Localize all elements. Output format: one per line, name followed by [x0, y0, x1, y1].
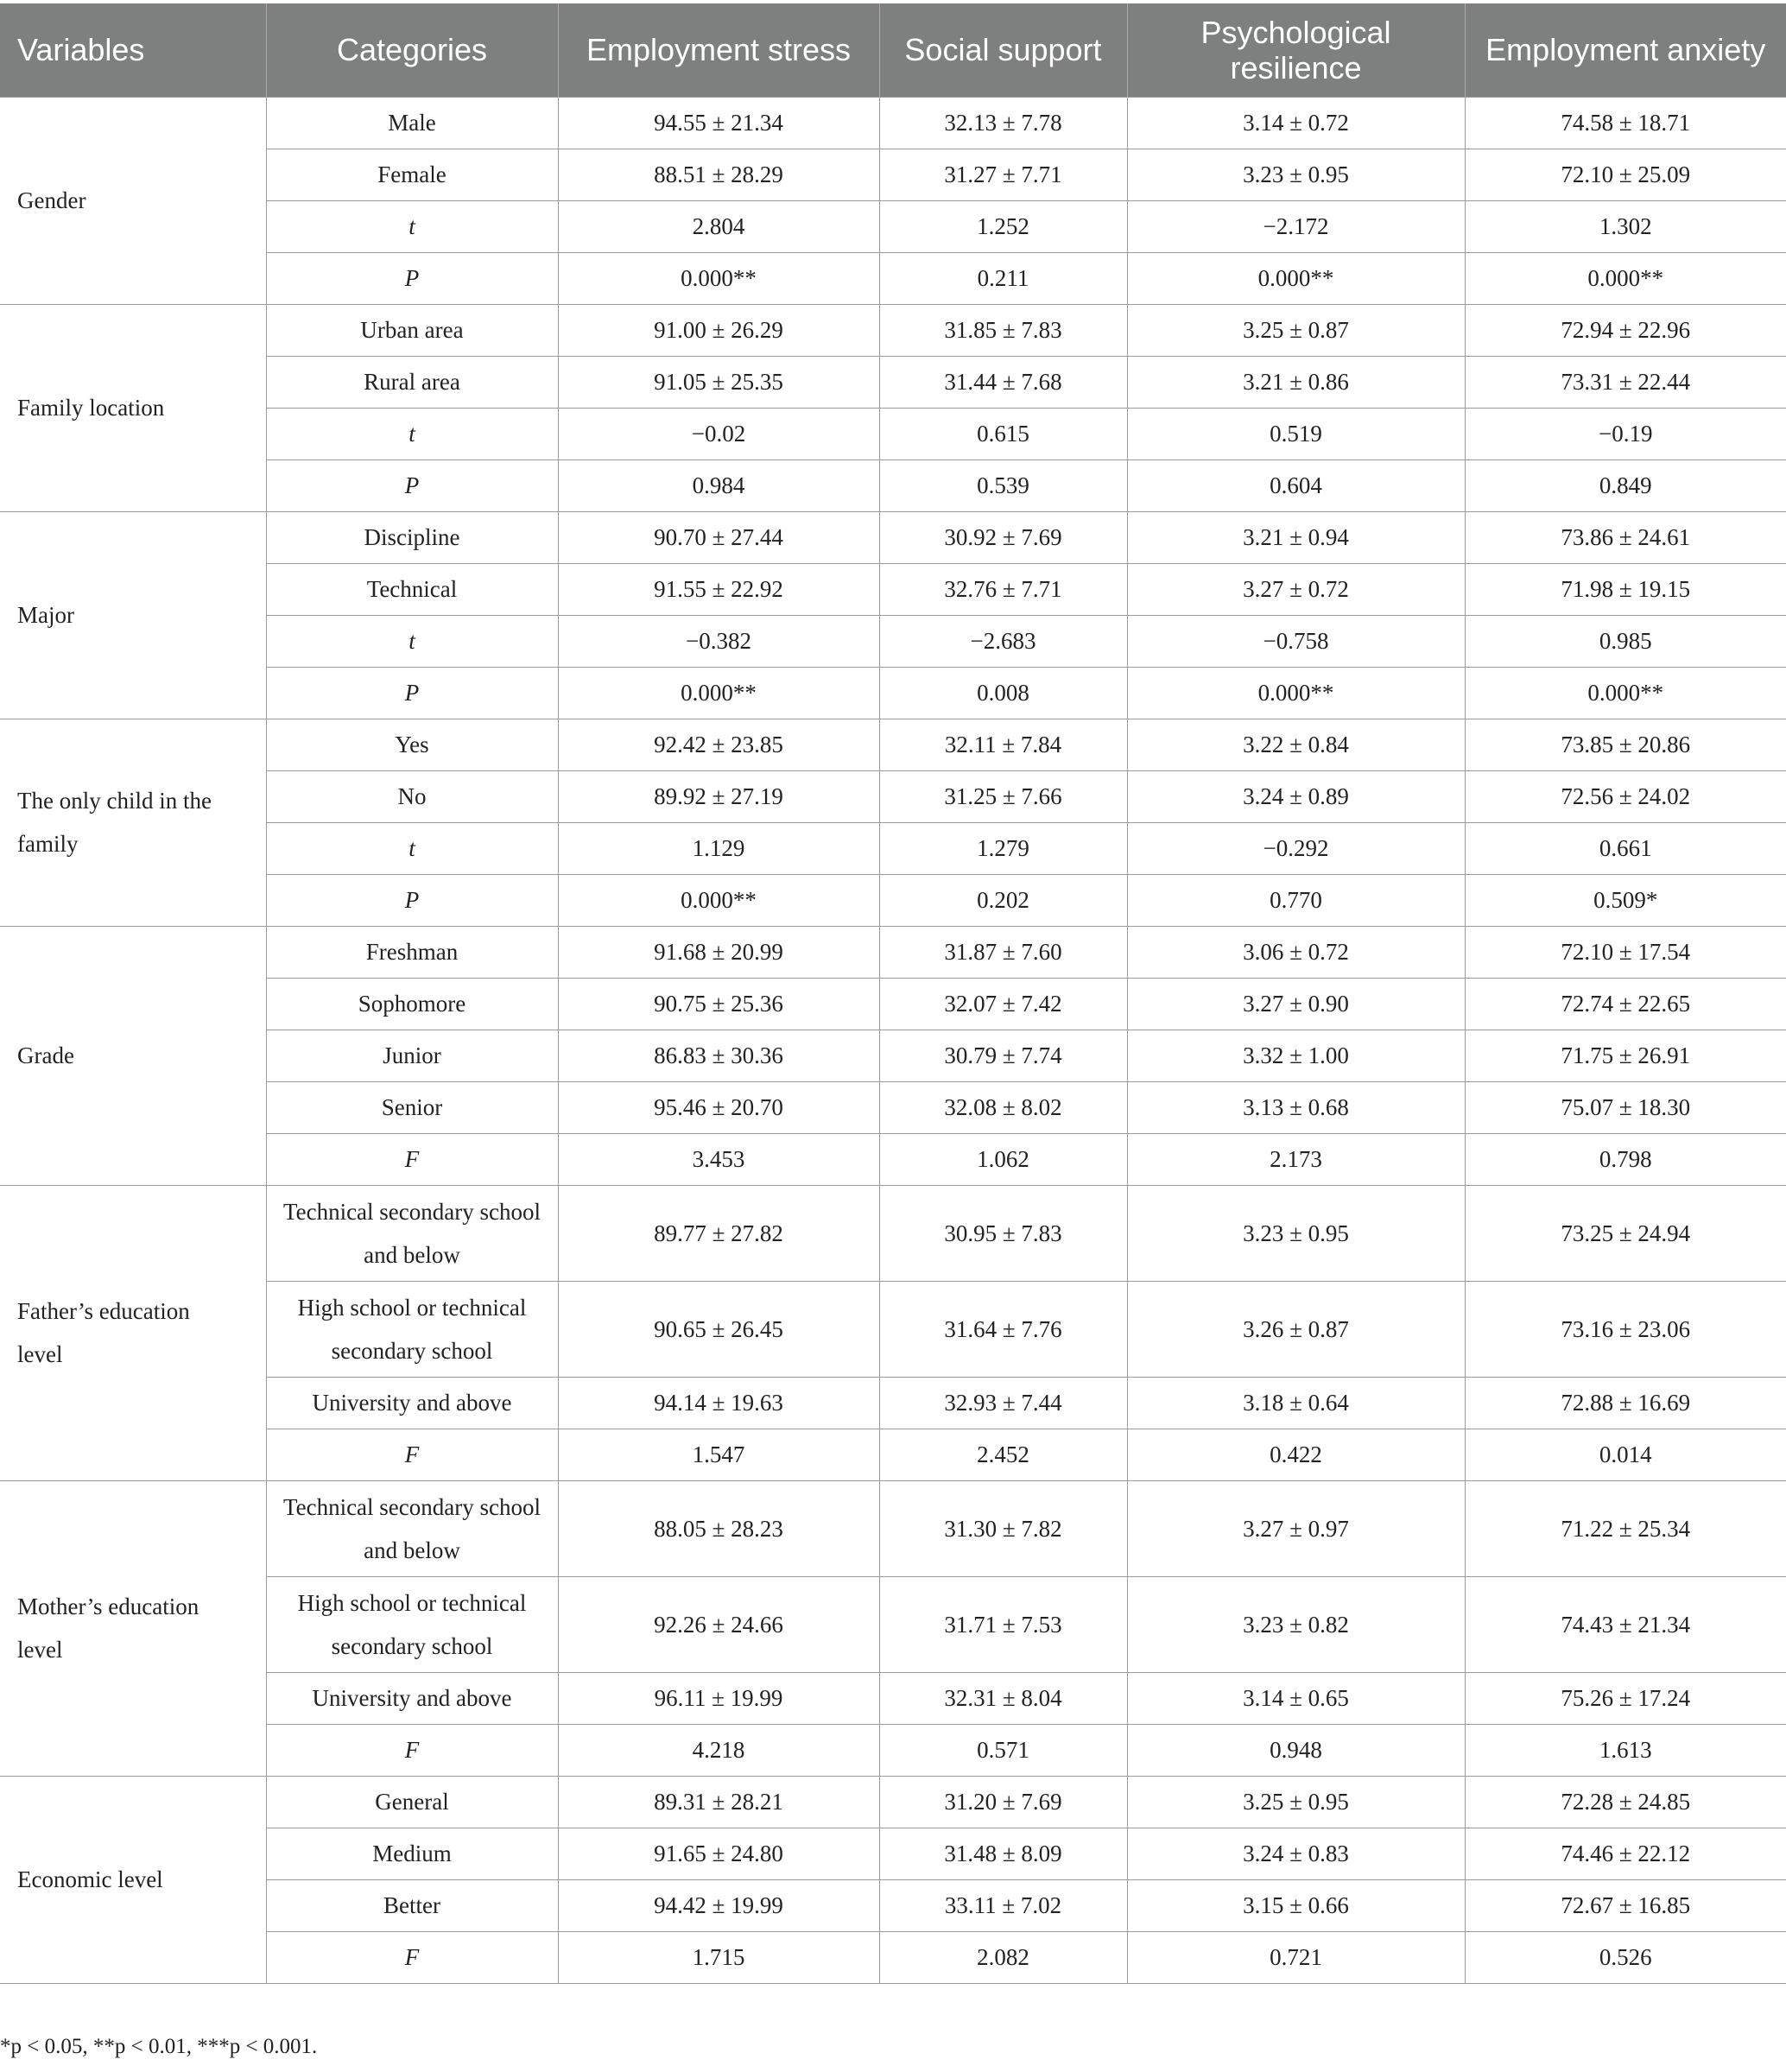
- footnote-text: *p < 0.05, **p < 0.01, ***p < 0.001.: [0, 2035, 318, 2058]
- category-cell: P: [266, 252, 558, 304]
- table-row: [0, 1081, 1786, 1133]
- table-row: [0, 978, 1786, 1030]
- table-footnote: [0, 2035, 317, 2059]
- value-cell: 89.92 ± 27.19: [558, 770, 879, 822]
- category-cell: t: [266, 200, 558, 252]
- category-cell: P: [266, 459, 558, 511]
- value-cell: 31.44 ± 7.68: [879, 356, 1127, 408]
- category-cell: Freshman: [266, 926, 558, 978]
- header-employment-stress: Employment stress: [558, 3, 879, 97]
- value-cell: −0.19: [1465, 408, 1786, 459]
- category-cell: Male: [266, 97, 558, 149]
- value-cell: 3.18 ± 0.64: [1127, 1377, 1465, 1429]
- value-cell: 72.56 ± 24.02: [1465, 770, 1786, 822]
- header-social-support: Social support: [879, 3, 1127, 97]
- category-cell: University and above: [266, 1377, 558, 1429]
- value-cell: 0.000**: [1127, 252, 1465, 304]
- value-cell: 71.75 ± 26.91: [1465, 1030, 1786, 1081]
- value-cell: 86.83 ± 30.36: [558, 1030, 879, 1081]
- value-cell: 94.42 ± 19.99: [558, 1879, 879, 1931]
- value-cell: 91.65 ± 24.80: [558, 1828, 879, 1879]
- value-cell: 3.23 ± 0.82: [1127, 1576, 1465, 1672]
- table-container: [0, 3, 1786, 1984]
- value-cell: 0.000**: [1127, 667, 1465, 719]
- value-cell: 0.000**: [558, 667, 879, 719]
- value-cell: 73.16 ± 23.06: [1465, 1281, 1786, 1377]
- value-cell: 0.509*: [1465, 874, 1786, 926]
- value-cell: 3.24 ± 0.83: [1127, 1828, 1465, 1879]
- table-row: [0, 1576, 1786, 1672]
- value-cell: 89.31 ± 28.21: [558, 1776, 879, 1828]
- value-cell: 2.804: [558, 200, 879, 252]
- value-cell: 2.452: [879, 1429, 1127, 1480]
- value-cell: 72.94 ± 22.96: [1465, 304, 1786, 356]
- category-cell: t: [266, 615, 558, 667]
- table-body: [0, 97, 1786, 1983]
- value-cell: 32.11 ± 7.84: [879, 719, 1127, 770]
- value-cell: 31.20 ± 7.69: [879, 1776, 1127, 1828]
- value-cell: 3.21 ± 0.86: [1127, 356, 1465, 408]
- table-row: [0, 200, 1786, 252]
- value-cell: 88.05 ± 28.23: [558, 1480, 879, 1576]
- header-variables: Variables: [0, 3, 266, 97]
- value-cell: 3.25 ± 0.87: [1127, 304, 1465, 356]
- value-cell: 0.211: [879, 252, 1127, 304]
- value-cell: 88.51 ± 28.29: [558, 149, 879, 200]
- table-row: [0, 511, 1786, 563]
- category-cell: No: [266, 770, 558, 822]
- table-row: [0, 1429, 1786, 1480]
- value-cell: 32.13 ± 7.78: [879, 97, 1127, 149]
- value-cell: 0.000**: [558, 874, 879, 926]
- value-cell: 3.14 ± 0.72: [1127, 97, 1465, 149]
- variable-cell: Economic level: [0, 1776, 266, 1983]
- value-cell: 90.75 ± 25.36: [558, 978, 879, 1030]
- value-cell: 74.46 ± 22.12: [1465, 1828, 1786, 1879]
- value-cell: 0.721: [1127, 1931, 1465, 1983]
- table-row: [0, 719, 1786, 770]
- value-cell: 0.008: [879, 667, 1127, 719]
- header-row: [0, 3, 1786, 97]
- category-cell: Better: [266, 1879, 558, 1931]
- category-cell: Junior: [266, 1030, 558, 1081]
- table-row: [0, 252, 1786, 304]
- table-row: [0, 822, 1786, 874]
- category-cell: t: [266, 408, 558, 459]
- value-cell: 0.661: [1465, 822, 1786, 874]
- table-row: [0, 97, 1786, 149]
- table-row: [0, 770, 1786, 822]
- category-cell: Discipline: [266, 511, 558, 563]
- value-cell: 3.24 ± 0.89: [1127, 770, 1465, 822]
- table-row: [0, 1879, 1786, 1931]
- table-row: [0, 1672, 1786, 1724]
- value-cell: 3.21 ± 0.94: [1127, 511, 1465, 563]
- value-cell: 72.10 ± 17.54: [1465, 926, 1786, 978]
- category-cell: High school or technical secondary school: [266, 1281, 558, 1377]
- value-cell: 3.06 ± 0.72: [1127, 926, 1465, 978]
- value-cell: 31.30 ± 7.82: [879, 1480, 1127, 1576]
- table-row: [0, 1185, 1786, 1281]
- value-cell: 0.770: [1127, 874, 1465, 926]
- value-cell: 0.422: [1127, 1429, 1465, 1480]
- header-psychological-resilience: Psychological resilience: [1127, 3, 1465, 97]
- category-cell: Urban area: [266, 304, 558, 356]
- header-categories: Categories: [266, 3, 558, 97]
- value-cell: 75.07 ± 18.30: [1465, 1081, 1786, 1133]
- variable-cell: Family location: [0, 304, 266, 511]
- variable-cell: The only child in the family: [0, 719, 266, 926]
- value-cell: 0.000**: [558, 252, 879, 304]
- value-cell: 0.948: [1127, 1724, 1465, 1776]
- value-cell: 74.58 ± 18.71: [1465, 97, 1786, 149]
- value-cell: −0.292: [1127, 822, 1465, 874]
- value-cell: 71.22 ± 25.34: [1465, 1480, 1786, 1576]
- value-cell: −0.02: [558, 408, 879, 459]
- value-cell: 0.539: [879, 459, 1127, 511]
- value-cell: 94.55 ± 21.34: [558, 97, 879, 149]
- value-cell: 72.10 ± 25.09: [1465, 149, 1786, 200]
- table-row: [0, 304, 1786, 356]
- value-cell: 1.062: [879, 1133, 1127, 1185]
- value-cell: 0.571: [879, 1724, 1127, 1776]
- category-cell: Senior: [266, 1081, 558, 1133]
- table-row: [0, 615, 1786, 667]
- table-header: [0, 3, 1786, 97]
- category-cell: Sophomore: [266, 978, 558, 1030]
- category-cell: P: [266, 874, 558, 926]
- value-cell: 30.95 ± 7.83: [879, 1185, 1127, 1281]
- value-cell: 1.279: [879, 822, 1127, 874]
- value-cell: 1.129: [558, 822, 879, 874]
- value-cell: 0.014: [1465, 1429, 1786, 1480]
- value-cell: 32.08 ± 8.02: [879, 1081, 1127, 1133]
- value-cell: 90.70 ± 27.44: [558, 511, 879, 563]
- value-cell: 0.526: [1465, 1931, 1786, 1983]
- value-cell: −0.758: [1127, 615, 1465, 667]
- value-cell: 0.519: [1127, 408, 1465, 459]
- value-cell: −0.382: [558, 615, 879, 667]
- value-cell: 73.25 ± 24.94: [1465, 1185, 1786, 1281]
- value-cell: 2.173: [1127, 1133, 1465, 1185]
- value-cell: 72.67 ± 16.85: [1465, 1879, 1786, 1931]
- value-cell: 72.74 ± 22.65: [1465, 978, 1786, 1030]
- category-cell: Technical: [266, 563, 558, 615]
- variable-cell: Father’s education level: [0, 1185, 266, 1480]
- category-cell: t: [266, 822, 558, 874]
- value-cell: 90.65 ± 26.45: [558, 1281, 879, 1377]
- variable-cell: Mother’s education level: [0, 1480, 266, 1776]
- value-cell: 74.43 ± 21.34: [1465, 1576, 1786, 1672]
- table-row: [0, 1133, 1786, 1185]
- category-cell: University and above: [266, 1672, 558, 1724]
- value-cell: 31.48 ± 8.09: [879, 1828, 1127, 1879]
- category-cell: F: [266, 1429, 558, 1480]
- category-cell: Female: [266, 149, 558, 200]
- value-cell: 32.76 ± 7.71: [879, 563, 1127, 615]
- table-row: [0, 1030, 1786, 1081]
- table-row: [0, 356, 1786, 408]
- value-cell: 32.31 ± 8.04: [879, 1672, 1127, 1724]
- category-cell: Yes: [266, 719, 558, 770]
- variable-cell: Gender: [0, 97, 266, 304]
- value-cell: 0.798: [1465, 1133, 1786, 1185]
- value-cell: 31.71 ± 7.53: [879, 1576, 1127, 1672]
- value-cell: 32.07 ± 7.42: [879, 978, 1127, 1030]
- value-cell: 3.23 ± 0.95: [1127, 149, 1465, 200]
- value-cell: 31.64 ± 7.76: [879, 1281, 1127, 1377]
- value-cell: 3.32 ± 1.00: [1127, 1030, 1465, 1081]
- table-row: [0, 1377, 1786, 1429]
- value-cell: 4.218: [558, 1724, 879, 1776]
- value-cell: 1.613: [1465, 1724, 1786, 1776]
- table-row: [0, 459, 1786, 511]
- value-cell: 96.11 ± 19.99: [558, 1672, 879, 1724]
- category-cell: Technical secondary school and below: [266, 1185, 558, 1281]
- value-cell: 73.31 ± 22.44: [1465, 356, 1786, 408]
- value-cell: 73.86 ± 24.61: [1465, 511, 1786, 563]
- value-cell: 33.11 ± 7.02: [879, 1879, 1127, 1931]
- value-cell: 73.85 ± 20.86: [1465, 719, 1786, 770]
- value-cell: 71.98 ± 19.15: [1465, 563, 1786, 615]
- category-cell: P: [266, 667, 558, 719]
- value-cell: −2.172: [1127, 200, 1465, 252]
- value-cell: 0.000**: [1465, 252, 1786, 304]
- value-cell: 3.27 ± 0.72: [1127, 563, 1465, 615]
- value-cell: 3.27 ± 0.97: [1127, 1480, 1465, 1576]
- category-cell: Medium: [266, 1828, 558, 1879]
- table-row: [0, 408, 1786, 459]
- category-cell: Rural area: [266, 356, 558, 408]
- value-cell: 75.26 ± 17.24: [1465, 1672, 1786, 1724]
- category-cell: General: [266, 1776, 558, 1828]
- value-cell: 31.87 ± 7.60: [879, 926, 1127, 978]
- value-cell: 0.849: [1465, 459, 1786, 511]
- value-cell: 92.26 ± 24.66: [558, 1576, 879, 1672]
- table-row: [0, 926, 1786, 978]
- table-row: [0, 149, 1786, 200]
- value-cell: 3.23 ± 0.95: [1127, 1185, 1465, 1281]
- results-table: [0, 3, 1786, 1984]
- value-cell: 1.302: [1465, 200, 1786, 252]
- variable-cell: Major: [0, 511, 266, 719]
- value-cell: 3.22 ± 0.84: [1127, 719, 1465, 770]
- table-row: [0, 1931, 1786, 1983]
- value-cell: 3.13 ± 0.68: [1127, 1081, 1465, 1133]
- table-row: [0, 1776, 1786, 1828]
- category-cell: F: [266, 1931, 558, 1983]
- value-cell: 31.25 ± 7.66: [879, 770, 1127, 822]
- value-cell: 92.42 ± 23.85: [558, 719, 879, 770]
- value-cell: 95.46 ± 20.70: [558, 1081, 879, 1133]
- value-cell: 94.14 ± 19.63: [558, 1377, 879, 1429]
- value-cell: 2.082: [879, 1931, 1127, 1983]
- value-cell: 31.85 ± 7.83: [879, 304, 1127, 356]
- value-cell: 3.15 ± 0.66: [1127, 1879, 1465, 1931]
- value-cell: 31.27 ± 7.71: [879, 149, 1127, 200]
- value-cell: 72.28 ± 24.85: [1465, 1776, 1786, 1828]
- table-row: [0, 1480, 1786, 1576]
- value-cell: 91.05 ± 25.35: [558, 356, 879, 408]
- value-cell: 3.14 ± 0.65: [1127, 1672, 1465, 1724]
- value-cell: 1.547: [558, 1429, 879, 1480]
- value-cell: 0.985: [1465, 615, 1786, 667]
- variable-cell: Grade: [0, 926, 266, 1185]
- category-cell: F: [266, 1724, 558, 1776]
- value-cell: 1.715: [558, 1931, 879, 1983]
- category-cell: Technical secondary school and below: [266, 1480, 558, 1576]
- value-cell: 1.252: [879, 200, 1127, 252]
- value-cell: 0.604: [1127, 459, 1465, 511]
- table-row: [0, 1828, 1786, 1879]
- table-row: [0, 563, 1786, 615]
- header-employment-anxiety: Employment anxiety: [1465, 3, 1786, 97]
- category-cell: High school or technical secondary school: [266, 1576, 558, 1672]
- value-cell: 89.77 ± 27.82: [558, 1185, 879, 1281]
- value-cell: 91.00 ± 26.29: [558, 304, 879, 356]
- value-cell: 91.55 ± 22.92: [558, 563, 879, 615]
- value-cell: 3.25 ± 0.95: [1127, 1776, 1465, 1828]
- value-cell: −2.683: [879, 615, 1127, 667]
- value-cell: 0.000**: [1465, 667, 1786, 719]
- category-cell: F: [266, 1133, 558, 1185]
- value-cell: 30.79 ± 7.74: [879, 1030, 1127, 1081]
- table-row: [0, 667, 1786, 719]
- value-cell: 72.88 ± 16.69: [1465, 1377, 1786, 1429]
- value-cell: 3.453: [558, 1133, 879, 1185]
- value-cell: 3.27 ± 0.90: [1127, 978, 1465, 1030]
- value-cell: 91.68 ± 20.99: [558, 926, 879, 978]
- value-cell: 3.26 ± 0.87: [1127, 1281, 1465, 1377]
- value-cell: 0.615: [879, 408, 1127, 459]
- table-row: [0, 1724, 1786, 1776]
- value-cell: 30.92 ± 7.69: [879, 511, 1127, 563]
- value-cell: 32.93 ± 7.44: [879, 1377, 1127, 1429]
- table-row: [0, 874, 1786, 926]
- value-cell: 0.984: [558, 459, 879, 511]
- table-row: [0, 1281, 1786, 1377]
- value-cell: 0.202: [879, 874, 1127, 926]
